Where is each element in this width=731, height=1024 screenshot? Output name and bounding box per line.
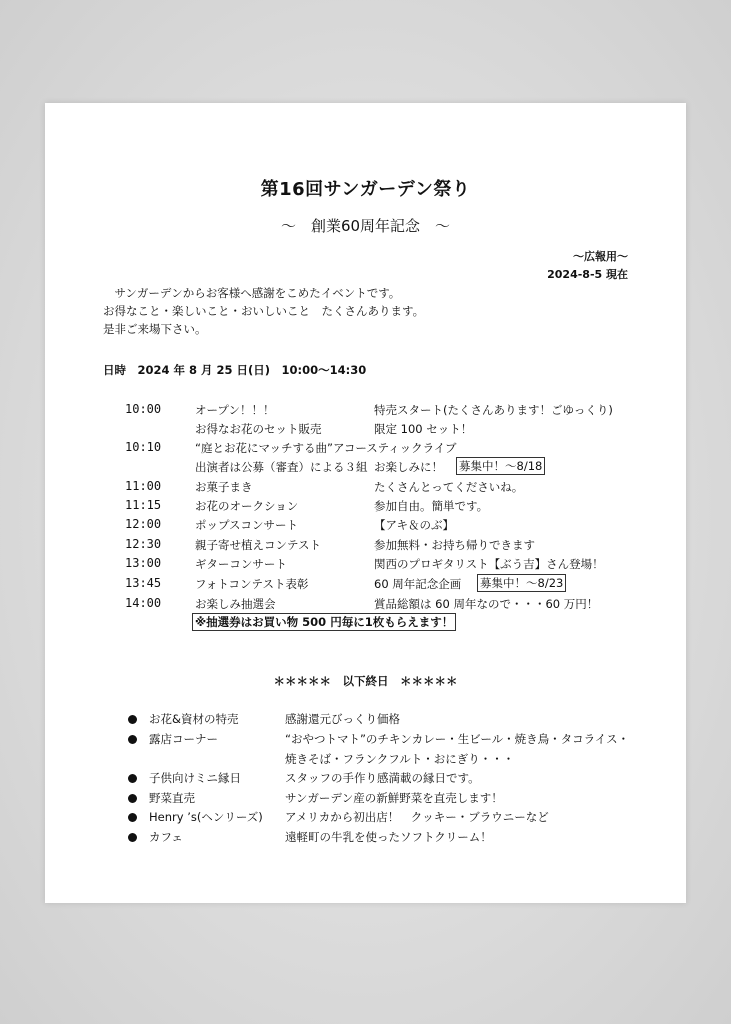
schedule-event: お花のオークション xyxy=(195,499,299,513)
intro-line-2: お得なこと・楽しいこと・おいしいこと たくさんあります。 xyxy=(103,304,425,318)
pr-label: ～広報用～ xyxy=(573,250,628,263)
schedule-time: 12:30 xyxy=(125,537,162,551)
schedule-event: ポップスコンサート xyxy=(195,518,299,532)
schedule-event: 出演者は公募（審査）による３組 xyxy=(195,460,368,474)
event-datetime: 日時 2024 年 8 月 25 日(日) 10:00～14:30 xyxy=(103,363,367,377)
schedule-note: たくさんとってくださいね。 xyxy=(374,480,524,494)
allday-desc: 遠軽町の牛乳を使ったソフトクリーム！ xyxy=(285,830,492,844)
as-of-date: 2024-8-5 現在 xyxy=(547,268,628,281)
intro-line-1: サンガーデンからお客様へ感謝をこめたイベントです。 xyxy=(103,286,401,300)
page-subtitle: ～ 創業60周年記念 ～ xyxy=(280,217,451,235)
allday-label: Henry ’s(ヘンリーズ) xyxy=(149,810,263,824)
allday-desc: サンガーデン産の新鮮野菜を直売します！ xyxy=(285,791,503,805)
bullet-icon xyxy=(128,833,137,842)
schedule-time: 10:10 xyxy=(125,440,162,454)
schedule-time: 10:00 xyxy=(125,402,162,416)
recruiting-badge: 募集中！～8/18 xyxy=(456,457,545,475)
page-title: 第16回サンガーデン祭り xyxy=(260,179,471,200)
allday-heading: ＊＊＊＊＊ 以下終日 ＊＊＊＊＊ xyxy=(273,674,458,688)
allday-label: 露店コーナー xyxy=(149,732,218,746)
allday-label: カフェ xyxy=(149,830,183,844)
schedule-time: 12:00 xyxy=(125,517,162,531)
schedule-time: 11:15 xyxy=(125,498,162,512)
schedule-note: お楽しみに！ xyxy=(374,460,443,474)
bullet-icon xyxy=(128,715,137,724)
schedule-time: 14:00 xyxy=(125,596,162,610)
schedule-event: お楽しみ抽選会 xyxy=(195,597,276,611)
schedule-time: 13:45 xyxy=(125,576,162,590)
schedule-event: フォトコンテスト表彰 xyxy=(195,577,309,591)
allday-desc: アメリカから初出店！ クッキー・ブラウニーなど xyxy=(285,810,549,824)
allday-desc: スタッフの手作り感満載の縁日です。 xyxy=(285,771,480,785)
lottery-note: ※抽選券はお買い物 500 円毎に1枚もらえます！ xyxy=(192,613,456,631)
bullet-icon xyxy=(128,794,137,803)
allday-label: 子供向けミニ縁日 xyxy=(149,771,241,785)
schedule-note: 参加自由。簡単です。 xyxy=(374,499,489,513)
bullet-icon xyxy=(128,813,137,822)
schedule-note: 【アキ＆のぶ】 xyxy=(374,518,455,532)
schedule-note: 関西のプロギタリスト【ぶう吉】さん登場！ xyxy=(374,557,604,571)
schedule-note: 特売スタート(たくさんあります！ごゆっくり) xyxy=(374,403,613,417)
allday-label: お花&資材の特売 xyxy=(149,712,239,726)
allday-desc: 感謝還元びっくり価格 xyxy=(285,712,400,726)
schedule-time: 13:00 xyxy=(125,556,162,570)
bullet-icon xyxy=(128,774,137,783)
schedule-note: 限定 100 セット！ xyxy=(374,422,473,436)
schedule-event: お菓子まき xyxy=(195,480,253,494)
allday-label: 野菜直売 xyxy=(149,791,195,805)
intro-line-3: 是非ご来場下さい。 xyxy=(103,322,207,336)
recruiting-badge: 募集中！～8/23 xyxy=(477,574,566,592)
allday-desc: 焼きそば・フランクフルト・おにぎり・・・ xyxy=(285,752,515,766)
schedule-event: “庭とお花にマッチする曲”アコースティックライブ xyxy=(195,441,457,455)
schedule-time: 11:00 xyxy=(125,479,162,493)
schedule-note: 参加無料・お持ち帰りできます xyxy=(374,538,535,552)
schedule-note: 60 周年記念企画 xyxy=(374,577,462,591)
schedule-note: 賞品総額は 60 周年なので・・・60 万円！ xyxy=(374,597,599,611)
schedule-event: ギターコンサート xyxy=(195,557,287,571)
schedule-event: お得なお花のセット販売 xyxy=(195,422,322,436)
allday-desc: “おやつトマト”のチキンカレー・生ビール・焼き鳥・タコライス・ xyxy=(285,732,630,746)
document-page xyxy=(45,103,686,903)
schedule-event: オープン！！！ xyxy=(195,403,275,417)
schedule-event: 親子寄せ植えコンテスト xyxy=(195,538,322,552)
bullet-icon xyxy=(128,735,137,744)
